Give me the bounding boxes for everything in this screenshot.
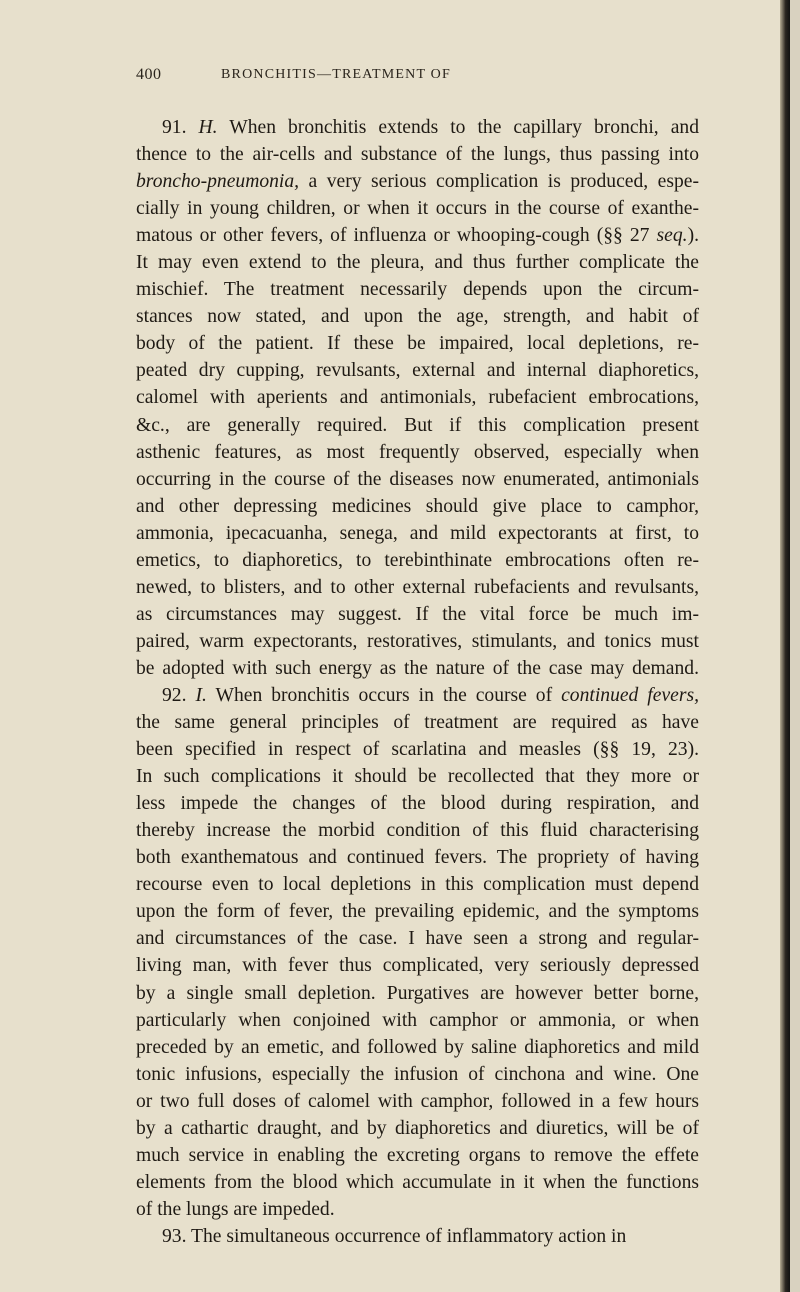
text-line: upon the form of fever, the prevailing epidemic, and the symptoms	[136, 901, 699, 923]
text-line: thence to the air-cells and substance of the lungs, thus passing into	[136, 144, 699, 166]
text-line: emetics, to diaphoretics, to terebinthinate embrocations often re-	[136, 549, 699, 571]
text-line: preceded by an emetic, and followed by saline diaphoretics and mild	[136, 1036, 699, 1058]
text-line: body of the patient. If these be impaired, local depletions, re-	[136, 333, 699, 355]
text-line: as circumstances may suggest. If the vital force be much im-	[136, 603, 699, 625]
text-line: occurring in the course of the diseases now enumerated, antimonials	[136, 468, 699, 490]
text-line: of the lungs are impeded.	[136, 1198, 335, 1220]
page-edge-shadow	[780, 0, 790, 1292]
text-line: broncho-pneumonia, a very serious complication is produced, espe-	[136, 171, 699, 193]
text-line: much service in enabling the excreting organs to remove the effete	[136, 1144, 699, 1166]
text-line: 93. The simultaneous occurrence of inflammatory action in	[162, 1225, 627, 1247]
text-line: asthenic features, as most frequently observed, especially when	[136, 441, 699, 463]
text-line: &c., are generally required. But if this complication present	[136, 414, 699, 436]
text-line: been specified in respect of scarlatina and measles (§§ 19, 23).	[136, 739, 699, 761]
text-line: and circumstances of the case. I have seen a strong and regular-	[136, 928, 699, 950]
text-line: newed, to blisters, and to other external rubefacients and revulsants,	[136, 576, 699, 598]
text-line: recourse even to local depletions in this complication must depend	[136, 874, 699, 896]
body-text	[136, 114, 699, 1250]
running-head: BRONCHITIS—TREATMENT OF	[221, 67, 451, 82]
text-line: living man, with fever thus complicated, very seriously depressed	[136, 955, 699, 977]
text-line: cially in young children, or when it occurs in the course of exanthe-	[136, 198, 699, 220]
text-line: be adopted with such energy as the nature of the case may demand.	[136, 657, 699, 679]
text-line: 91. H. When bronchitis extends to the capillary bronchi, and	[162, 117, 699, 138]
text-line: stances now stated, and upon the age, strength, and habit of	[136, 306, 699, 328]
text-line: elements from the blood which accumulate in it when the functions	[136, 1171, 699, 1193]
text-line: ammonia, ipecacuanha, senega, and mild expectorants at first, to	[136, 522, 699, 544]
text-line: In such complications it should be recollected that they more or	[136, 766, 699, 788]
text-line: by a single small depletion. Purgatives are however better borne,	[136, 982, 699, 1004]
text-line: tonic infusions, especially the infusion of cinchona and wine. One	[136, 1063, 699, 1085]
page-header	[136, 66, 696, 90]
text-line: calomel with aperients and antimonials, rubefacient embrocations,	[136, 387, 699, 409]
text-line: less impede the changes of the blood during respiration, and	[136, 793, 699, 815]
text-line: It may even extend to the pleura, and thus further complicate the	[136, 252, 699, 274]
text-line: the same general principles of treatment are required as have	[136, 712, 699, 734]
text-line: thereby increase the morbid condition of this fluid characterising	[136, 820, 699, 842]
text-line: particularly when conjoined with camphor or ammonia, or when	[136, 1009, 699, 1031]
text-line: and other depressing medicines should give place to camphor,	[136, 495, 699, 517]
text-line: 92. I. When bronchitis occurs in the course of continued fevers,	[162, 684, 699, 706]
text-line: mischief. The treatment necessarily depends upon the circum-	[136, 279, 699, 301]
text-line: by a cathartic draught, and by diaphoretics and diuretics, will be of	[136, 1117, 699, 1139]
text-line: both exanthematous and continued fevers. The propriety of having	[136, 847, 699, 869]
text-line: matous or other fevers, of influenza or whooping-cough (§§ 27 seq.).	[136, 225, 699, 247]
page-number: 400	[136, 66, 162, 83]
text-line: peated dry cupping, revulsants, external and internal diaphoretics,	[136, 360, 699, 382]
text-line: or two full doses of calomel with camphor, followed in a few hours	[136, 1090, 699, 1112]
text-line: paired, warm expectorants, restoratives, stimulants, and tonics must	[136, 630, 699, 652]
